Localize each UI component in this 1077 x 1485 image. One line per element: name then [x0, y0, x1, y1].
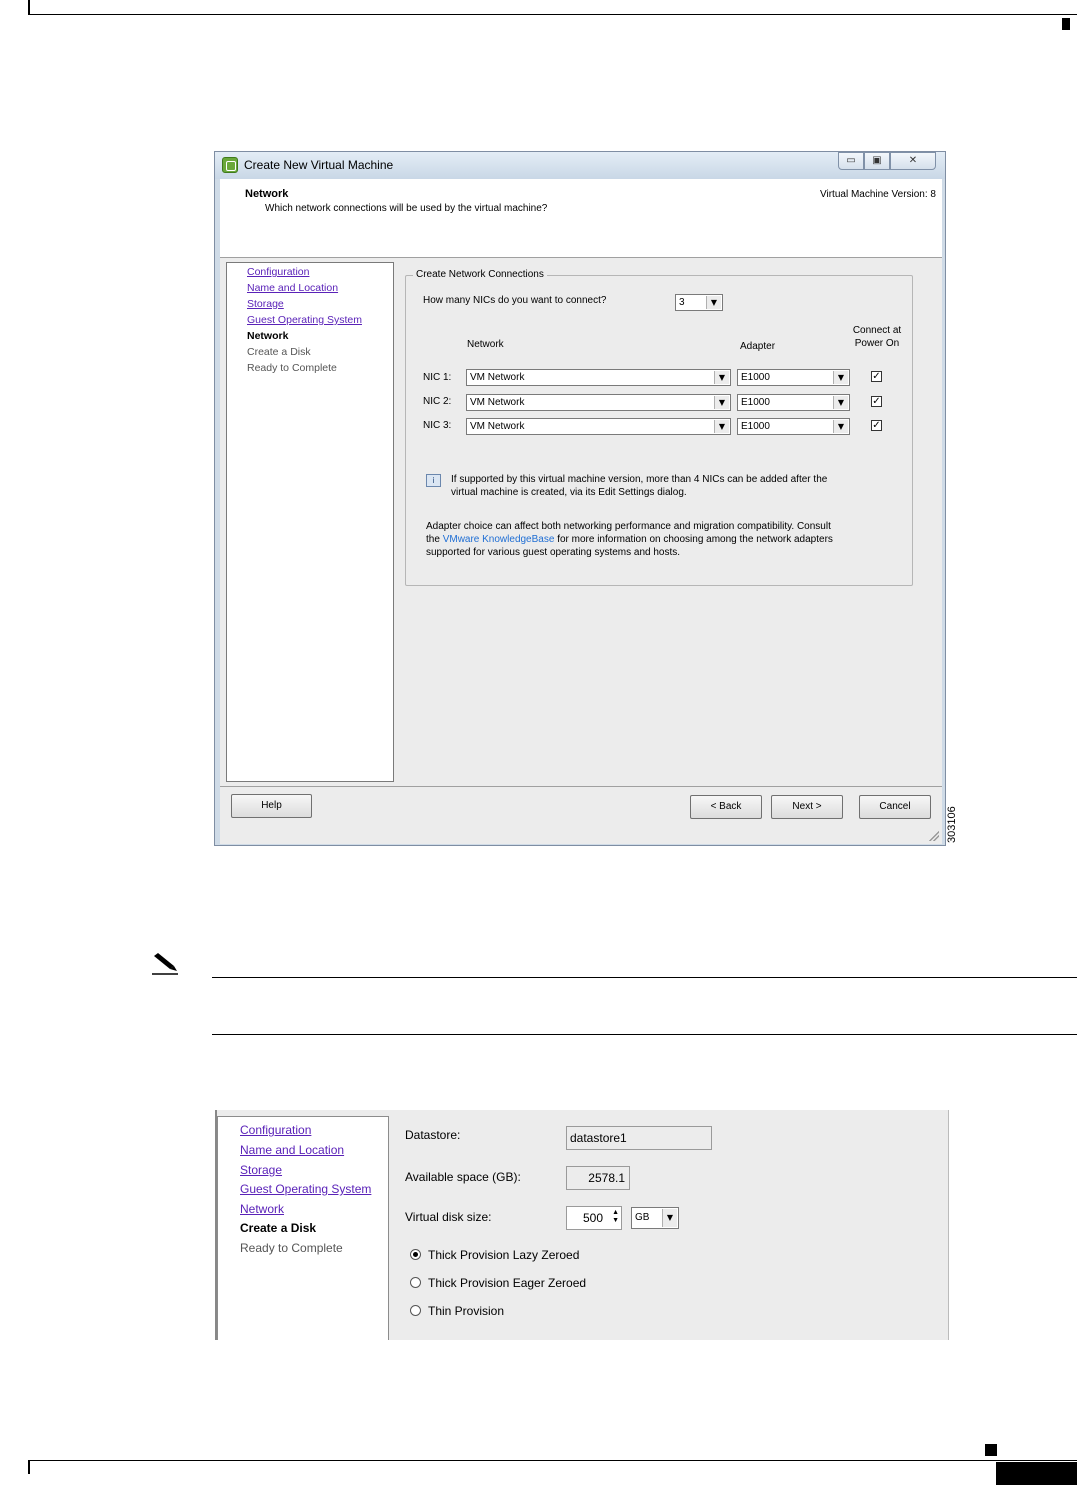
spinner-arrows-icon[interactable]: ▲ ▼	[612, 1209, 619, 1224]
nic-1-adapter-value: E1000	[741, 372, 770, 383]
page-title: Network	[245, 188, 289, 200]
figure-id: 303106	[946, 806, 958, 844]
thick-lazy-label: Thick Provision Lazy Zeroed	[428, 1248, 580, 1262]
window-controls	[838, 152, 938, 170]
step-storage[interactable]: Storage	[247, 298, 284, 310]
disk-step-storage[interactable]: Storage	[240, 1163, 283, 1177]
page-number-tab	[996, 1462, 1077, 1485]
adapter-note-pre: the	[426, 534, 443, 545]
disk-size-input[interactable]	[566, 1206, 622, 1230]
chevron-down-icon: ▼	[706, 296, 721, 309]
disk-step-configuration[interactable]: Configuration	[240, 1123, 312, 1137]
step-network: Network	[247, 330, 289, 342]
network-column-header: Network	[467, 339, 504, 350]
chevron-down-icon: ▼	[833, 396, 848, 409]
step-name-and-location[interactable]: Name and Location	[247, 282, 339, 294]
chevron-down-icon: ▼	[833, 371, 848, 384]
title-bar	[215, 152, 945, 179]
page-footer-rule	[28, 1460, 1077, 1461]
info-text-line-2: virtual machine is created, via its Edit Settings dialog.	[451, 487, 687, 498]
step-guest-os[interactable]: Guest Operating System	[247, 314, 362, 326]
nic-2-label: NIC 2:	[423, 396, 452, 407]
step-ready-to-complete: Ready to Complete	[247, 362, 337, 374]
footer-separator	[220, 786, 942, 787]
nic-3-label: NIC 3:	[423, 420, 452, 431]
info-text-line-1: If supported by this virtual machine version, more than 4 NICs can be added after the	[451, 474, 828, 485]
resize-grip[interactable]	[929, 831, 939, 841]
disk-step-network[interactable]: Network	[240, 1202, 285, 1216]
vsphere-app-icon	[222, 157, 238, 173]
available-space-field: 2578.1	[566, 1166, 630, 1190]
next-button[interactable]: Next >	[771, 795, 843, 819]
create-disk-panel	[215, 1110, 949, 1340]
thin-provision-radio[interactable]	[410, 1305, 421, 1316]
pencil-note-icon	[150, 952, 180, 976]
disk-step-ready-to-complete: Ready to Complete	[240, 1241, 343, 1255]
note-bottom-rule	[212, 1034, 1077, 1035]
chevron-down-icon: ▼	[714, 420, 729, 433]
back-button[interactable]: < Back	[690, 795, 762, 819]
nic-1-connect-checkbox[interactable]: ✓	[872, 371, 881, 382]
nic-1-label: NIC 1:	[423, 372, 452, 383]
thick-lazy-radio[interactable]	[410, 1249, 421, 1260]
dialog-client-area	[220, 179, 942, 844]
nic-count-value: 3	[679, 297, 685, 308]
disk-unit-value: GB	[635, 1212, 650, 1223]
page-footer-tick	[28, 1460, 30, 1474]
page-header-marker	[1062, 18, 1070, 30]
knowledgebase-link[interactable]: VMware KnowledgeBase	[442, 534, 555, 545]
nic-2-network-value: VM Network	[470, 397, 525, 408]
info-icon: i	[426, 474, 441, 487]
datastore-label: Datastore:	[405, 1128, 461, 1142]
adapter-note-line-3: supported for various guest operating systems and hosts.	[426, 547, 681, 558]
adapter-note-post: for more information on choosing among the network adapters	[554, 534, 833, 545]
page-header-rule	[28, 14, 1077, 15]
disk-size-label: Virtual disk size:	[405, 1210, 492, 1224]
nic-2-adapter-value: E1000	[741, 397, 770, 408]
nic-2-adapter-select[interactable]	[737, 394, 850, 411]
cancel-button[interactable]: Cancel	[859, 795, 931, 819]
close-button[interactable]: ✕	[890, 152, 936, 170]
disk-size-value: 500	[583, 1211, 604, 1225]
thin-provision-label: Thin Provision	[428, 1304, 505, 1318]
disk-step-guest-os[interactable]: Guest Operating System	[240, 1182, 372, 1196]
help-button[interactable]: Help	[231, 794, 312, 818]
nic-count-label: How many NICs do you want to connect?	[423, 295, 607, 306]
nic-count-select[interactable]	[675, 294, 723, 311]
nic-2-connect-checkbox[interactable]: ✓	[872, 396, 881, 407]
nic-2-network-select[interactable]	[466, 394, 731, 411]
wizard-steps-sidebar	[226, 262, 394, 782]
thick-eager-radio[interactable]	[410, 1277, 421, 1288]
nic-3-adapter-select[interactable]	[737, 418, 850, 435]
nic-3-connect-checkbox[interactable]: ✓	[872, 420, 881, 431]
note-top-rule	[212, 977, 1077, 978]
chevron-down-icon: ▼	[662, 1209, 677, 1227]
window-title: Create New Virtual Machine	[244, 158, 394, 172]
maximize-button[interactable]: ▣	[864, 152, 890, 170]
chevron-down-icon: ▼	[714, 371, 729, 384]
vm-version-label: Virtual Machine Version: 8	[820, 189, 936, 200]
chevron-down-icon: ▼	[714, 396, 729, 409]
group-legend: Create Network Connections	[413, 269, 547, 280]
disk-step-create-disk: Create a Disk	[240, 1221, 317, 1235]
create-vm-dialog	[214, 151, 946, 846]
adapter-column-header: Adapter	[740, 341, 776, 352]
nic-3-adapter-value: E1000	[741, 421, 770, 432]
disk-step-name-and-location[interactable]: Name and Location	[240, 1143, 345, 1157]
nic-1-network-value: VM Network	[470, 372, 525, 383]
chevron-down-icon: ▼	[833, 420, 848, 433]
thick-eager-label: Thick Provision Eager Zeroed	[428, 1276, 587, 1290]
nic-3-network-select[interactable]	[466, 418, 731, 435]
adapter-note-line-1: Adapter choice can affect both networking performance and migration compatibility. Consult	[426, 521, 831, 532]
nic-3-network-value: VM Network	[470, 421, 525, 432]
datastore-field: datastore1	[566, 1126, 712, 1150]
disk-unit-select[interactable]	[631, 1207, 679, 1229]
minimize-button[interactable]: ▭	[838, 152, 864, 170]
disk-wizard-steps-sidebar	[217, 1116, 389, 1340]
page-footer-marker	[985, 1444, 997, 1456]
step-configuration[interactable]: Configuration	[247, 266, 310, 278]
adapter-note-line-2	[426, 534, 833, 545]
wizard-header	[220, 179, 942, 258]
available-space-label: Available space (GB):	[405, 1170, 521, 1184]
connect-column-header: Connect at Power On	[852, 325, 902, 349]
nic-1-adapter-select[interactable]	[737, 369, 850, 386]
step-create-disk: Create a Disk	[247, 346, 311, 358]
nic-1-network-select[interactable]	[466, 369, 731, 386]
page-header-tick	[28, 0, 30, 15]
page-question: Which network connections will be used by the virtual machine?	[265, 203, 548, 214]
